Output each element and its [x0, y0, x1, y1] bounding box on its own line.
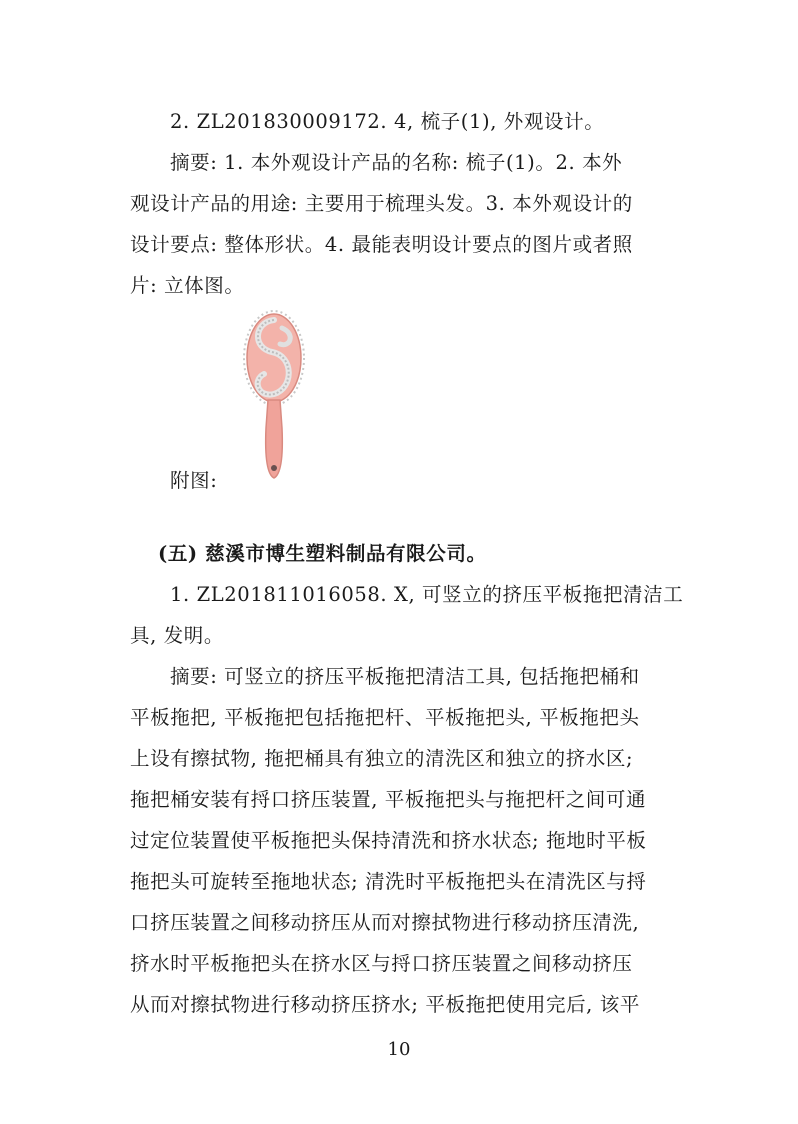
abstract-line: 挤水时平板拖把头在挤水区与捋口挤压装置之间移动挤压	[130, 952, 633, 975]
abstract-line: 片: 立体图。	[130, 274, 245, 297]
abstract-line: 观设计产品的用途: 主要用于梳理头发。3. 本外观设计的	[130, 192, 633, 215]
figure-label: 附图:	[170, 469, 218, 492]
abstract-line: 平板拖把, 平板拖把包括拖把杆、平板拖把头, 平板拖把头	[130, 706, 640, 729]
abstract-line: 口挤压装置之间移动挤压从而对擦拭物进行移动挤压清洗,	[130, 911, 640, 934]
abstract-line: 上设有擦拭物, 拖把桶具有独立的清洗区和独立的挤水区;	[130, 747, 634, 770]
patent-entry-line: 具, 发明。	[130, 624, 224, 647]
abstract-line: 过定位装置使平板拖把头保持清洗和挤水状态; 拖地时平板	[130, 829, 647, 852]
patent-entry-1: 1. ZL201811016058. X, 可竖立的挤压平板拖把清洁工	[170, 583, 684, 606]
page-number: 10	[387, 1039, 411, 1060]
abstract-line: 摘要: 1. 本外观设计产品的名称: 梳子(1)。2. 本外	[170, 151, 623, 174]
abstract-line: 摘要: 可竖立的挤压平板拖把清洁工具, 包括拖把桶和	[170, 665, 640, 688]
hairbrush-icon	[238, 308, 310, 484]
patent-entry-2: 2. ZL201830009172. 4, 梳子(1), 外观设计。	[170, 110, 605, 133]
company-heading: (五) 慈溪市博生塑料制品有限公司。	[158, 542, 487, 565]
abstract-line: 拖把桶安装有捋口挤压装置, 平板拖把头与拖把杆之间可通	[130, 788, 647, 811]
abstract-line: 拖把头可旋转至拖地状态; 清洗时平板拖把头在清洗区与捋	[130, 870, 647, 893]
abstract-line: 从而对擦拭物进行移动挤压挤水; 平板拖把使用完后, 该平	[130, 993, 640, 1016]
abstract-line: 设计要点: 整体形状。4. 最能表明设计要点的图片或者照	[130, 233, 633, 256]
